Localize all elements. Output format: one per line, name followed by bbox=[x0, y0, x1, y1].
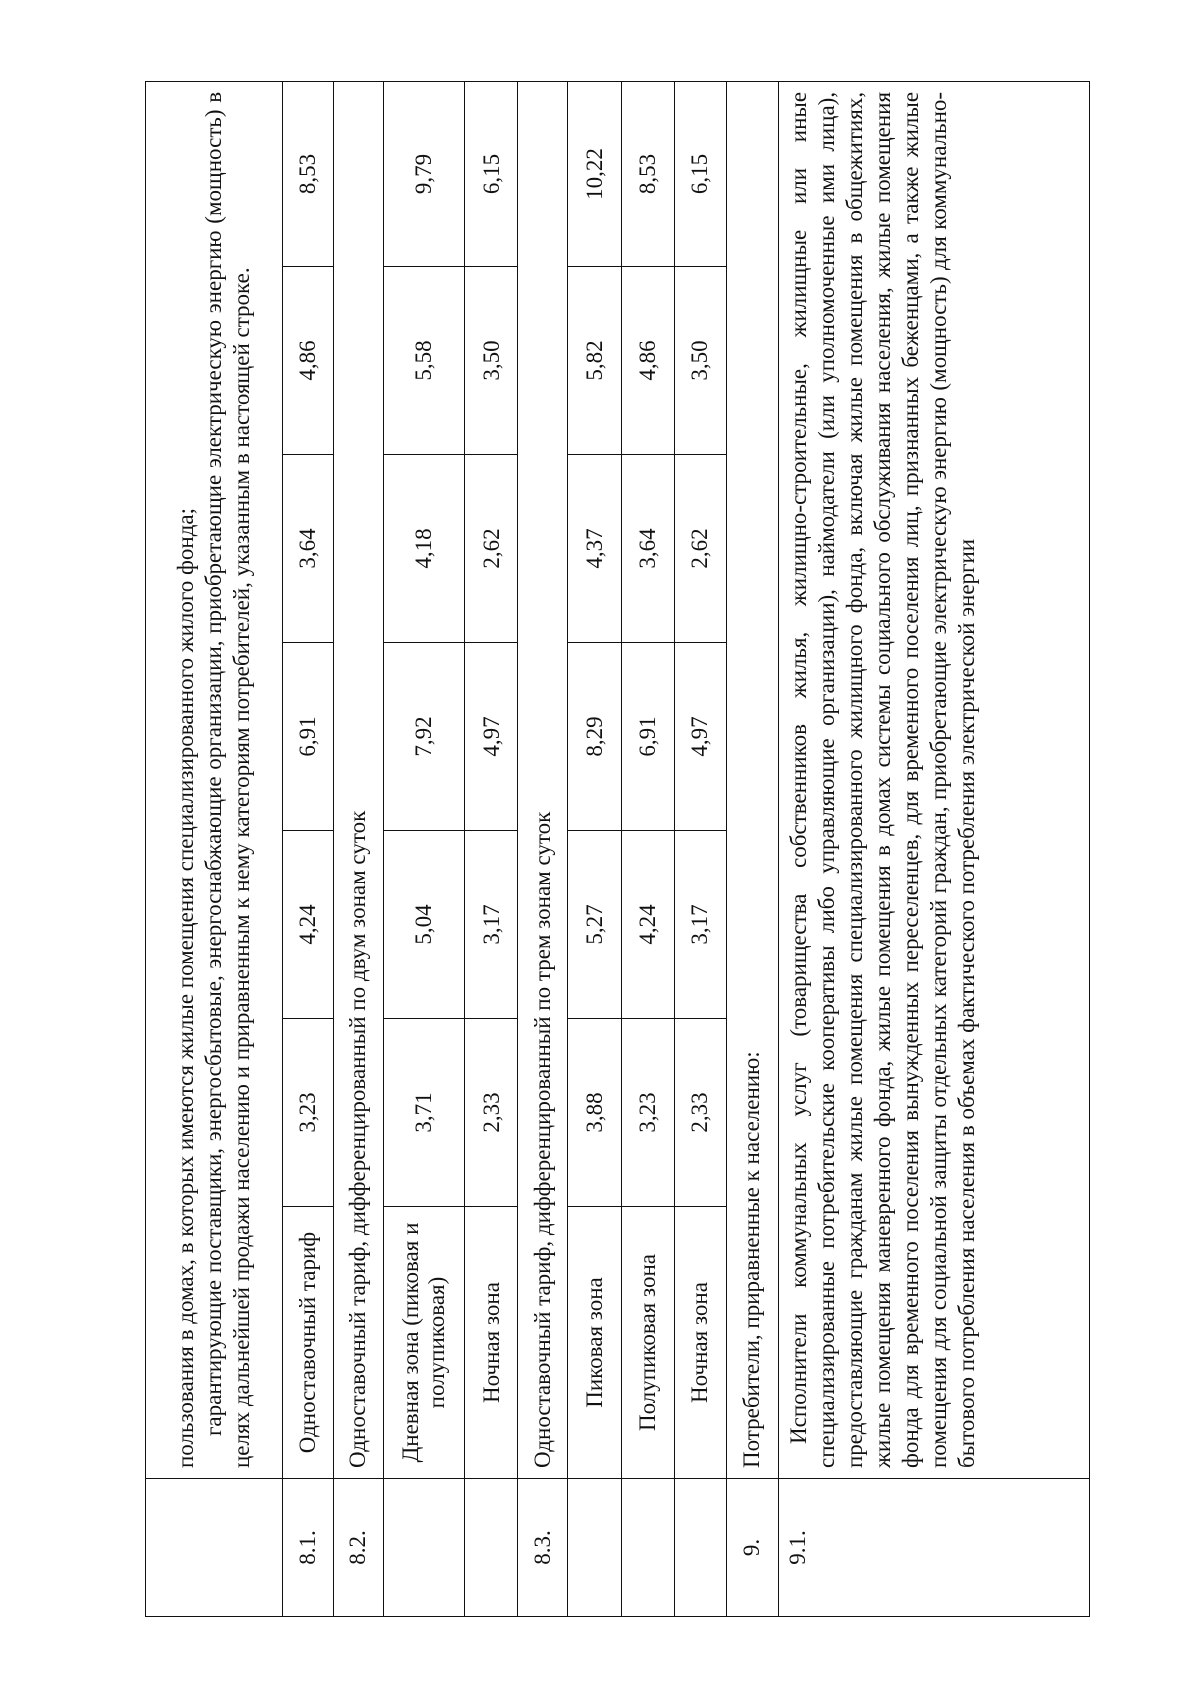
table-row bbox=[621, 81, 674, 1616]
tariff-value: 4,86 bbox=[282, 267, 333, 455]
table-row bbox=[465, 81, 518, 1616]
tariff-value: 4,97 bbox=[674, 643, 726, 831]
tariff-name: Ночная зона bbox=[674, 1207, 726, 1479]
tariff-value: 3,64 bbox=[621, 455, 674, 643]
tariff-value: 2,33 bbox=[674, 1019, 726, 1207]
tariff-value: 5,04 bbox=[383, 831, 465, 1019]
header-note-cell bbox=[146, 81, 283, 1478]
tariff-table bbox=[145, 81, 1090, 1617]
tariff-value: 3,88 bbox=[568, 1019, 621, 1207]
row-number: 8.3. bbox=[518, 1479, 568, 1617]
tariff-value: 5,27 bbox=[568, 831, 621, 1019]
table-row bbox=[333, 81, 383, 1616]
header-note-line1: пользования в домах, в которых имеются жилые помещения специализированного жилого фонда; bbox=[172, 507, 198, 1468]
table-row bbox=[568, 81, 621, 1616]
row-number: 8.2. bbox=[333, 1479, 383, 1617]
row-number: 8.1. bbox=[282, 1479, 333, 1617]
tariff-value: 4,37 bbox=[568, 455, 621, 643]
table-row bbox=[518, 81, 568, 1616]
tariff-value: 2,62 bbox=[674, 455, 726, 643]
tariff-value: 8,53 bbox=[282, 81, 333, 266]
table-row bbox=[726, 81, 778, 1616]
tariff-name: Полупиковая зона bbox=[621, 1207, 674, 1479]
number-cell bbox=[568, 1479, 621, 1617]
number-cell bbox=[465, 1479, 518, 1617]
tariff-name: Пиковая зона bbox=[568, 1207, 621, 1479]
table-row bbox=[282, 81, 333, 1616]
row-number: 9.1. bbox=[778, 1479, 1089, 1617]
section-title: Потребители, приравненные к населению: bbox=[726, 81, 778, 1478]
number-cell bbox=[383, 1479, 465, 1617]
tariff-value: 3,23 bbox=[621, 1019, 674, 1207]
row-number: 9. bbox=[726, 1479, 778, 1617]
tariff-value: 4,97 bbox=[465, 643, 518, 831]
number-cell bbox=[621, 1479, 674, 1617]
number-cell bbox=[674, 1479, 726, 1617]
tariff-value: 10,22 bbox=[568, 81, 621, 266]
consumer-description: Исполнители коммунальных услуг (товарищества собственников жилья, жилищно-строительные, жилищные или иные специализированные потребительские кооперативы либо управляющие организации), наймодатели (или уполномоченные ими лица), предоставляющие гражданам жилые помещения специализированного жилищного фонда, включая жилые помещения в общежитиях, жилые помещения маневренного фонда, жилые помещения в домах системы социального обслуживания населения, жилые помещения фонда для временного поселения вынужденных переселенцев, для временного поселения лиц, признанных беженцами, а также жилые помещения для социальной защиты отдельных категорий граждан, приобретающие электрическую энергию (мощность) для коммунально-бытового потребления населения в объемах фактического потребления электрической энергии bbox=[778, 81, 1089, 1478]
tariff-value: 3,17 bbox=[465, 831, 518, 1019]
table-row bbox=[674, 81, 726, 1616]
table-row bbox=[778, 81, 1089, 1616]
tariff-value: 3,71 bbox=[383, 1019, 465, 1207]
tariff-value: 4,24 bbox=[621, 831, 674, 1019]
table-row bbox=[146, 81, 283, 1616]
tariff-value: 6,15 bbox=[674, 81, 726, 266]
tariff-value: 6,15 bbox=[465, 81, 518, 266]
tariff-value: 3,50 bbox=[465, 267, 518, 455]
tariff-value: 3,64 bbox=[282, 455, 333, 643]
tariff-value: 8,53 bbox=[621, 81, 674, 266]
tariff-value: 7,92 bbox=[383, 643, 465, 831]
tariff-value: 4,86 bbox=[621, 267, 674, 455]
rotated-table-wrapper bbox=[145, 82, 1090, 1617]
tariff-value: 4,18 bbox=[383, 455, 465, 643]
tariff-value: 5,82 bbox=[568, 267, 621, 455]
tariff-value: 3,50 bbox=[674, 267, 726, 455]
tariff-value: 2,33 bbox=[465, 1019, 518, 1207]
section-title: Одноставочный тариф, дифференцированный по трем зонам суток bbox=[518, 81, 568, 1478]
tariff-value: 8,29 bbox=[568, 643, 621, 831]
tariff-value: 2,62 bbox=[465, 455, 518, 643]
tariff-name: Одноставочный тариф bbox=[282, 1207, 333, 1479]
tariff-value: 6,91 bbox=[621, 643, 674, 831]
section-title: Одноставочный тариф, дифференцированный по двум зонам суток bbox=[333, 81, 383, 1478]
header-note-rest: гарантирующие поставщики, энергосбытовые, энергоснабжающие организации, приобретающие электрическую энергию (мощность) в целях дальнейшей продажи населению и приравненным к нему категориям потребителей, указанным в настоящей строке. bbox=[200, 91, 254, 1468]
number-cell bbox=[146, 1479, 283, 1617]
tariff-value: 3,23 bbox=[282, 1019, 333, 1207]
tariff-name: Дневная зона (пиковая и полупиковая) bbox=[383, 1207, 465, 1479]
tariff-value: 4,24 bbox=[282, 831, 333, 1019]
tariff-value: 9,79 bbox=[383, 81, 465, 266]
tariff-value: 6,91 bbox=[282, 643, 333, 831]
table-row bbox=[383, 81, 465, 1616]
tariff-value: 5,58 bbox=[383, 267, 465, 455]
tariff-name: Ночная зона bbox=[465, 1207, 518, 1479]
tariff-value: 3,17 bbox=[674, 831, 726, 1019]
